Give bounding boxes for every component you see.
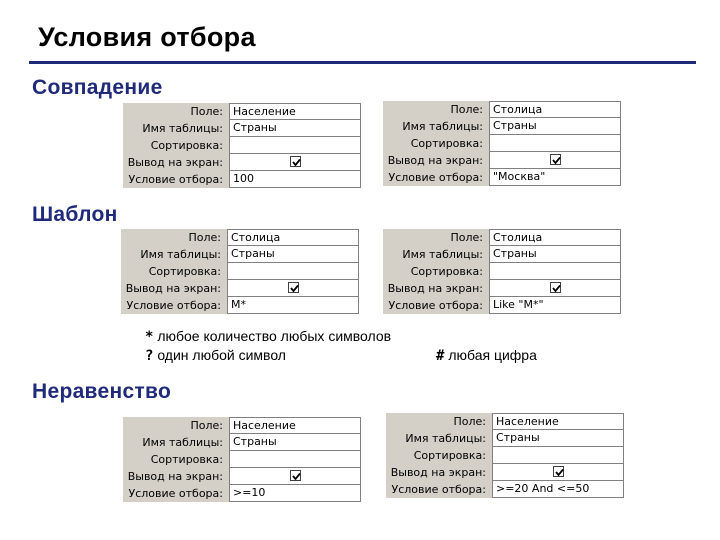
label-table: Имя таблицы: (402, 248, 483, 261)
show-checkbox[interactable] (550, 154, 561, 165)
label-sort: Сортировка: (150, 139, 223, 152)
show-cell (227, 280, 359, 297)
query-grid (123, 103, 361, 188)
label-criteria: Условие отбора: (388, 299, 483, 312)
field-cell[interactable]: Население (229, 103, 361, 120)
label-table: Имя таблицы: (405, 432, 486, 445)
label-table: Имя таблицы: (402, 120, 483, 133)
table-cell[interactable]: Страны (489, 118, 621, 135)
checkmark-icon (554, 467, 565, 478)
show-checkbox[interactable] (550, 282, 561, 293)
section-title-pattern: Шаблон (32, 203, 118, 226)
criteria-cell[interactable]: >=20 And <=50 (492, 481, 624, 498)
label-show: Вывод на экран: (387, 154, 483, 167)
label-show: Вывод на экран: (390, 466, 486, 479)
checkmark-icon (289, 283, 300, 294)
label-sort: Сортировка: (413, 449, 486, 462)
label-field: Поле: (190, 419, 223, 432)
criteria-cell[interactable]: >=10 (229, 485, 361, 502)
query-grid (383, 101, 621, 186)
criteria-cell[interactable]: 100 (229, 171, 361, 188)
field-cell[interactable]: Столица (489, 101, 621, 118)
label-sort: Сортировка: (148, 265, 221, 278)
label-show: Вывод на экран: (387, 282, 483, 295)
page-title: Условия отбора (38, 22, 256, 52)
sort-cell[interactable] (489, 135, 621, 152)
table-cell[interactable]: Страны (229, 120, 361, 137)
label-criteria: Условие отбора: (128, 487, 223, 500)
legend-hash-text: любая цифра (448, 347, 537, 363)
query-grid (383, 229, 621, 314)
label-show: Вывод на экран: (125, 282, 221, 295)
label-field: Поле: (450, 103, 483, 116)
table-cell[interactable]: Страны (492, 430, 624, 447)
legend-star (145, 328, 391, 345)
legend-star-text: любое количество любых символов (157, 328, 392, 344)
show-checkbox[interactable] (290, 156, 301, 167)
legend-star-symbol: * (145, 329, 154, 345)
label-table: Имя таблицы: (142, 436, 223, 449)
query-grid (386, 413, 624, 498)
label-field: Поле: (190, 105, 223, 118)
label-sort: Сортировка: (410, 137, 483, 150)
legend-question (145, 347, 286, 364)
label-field: Поле: (453, 415, 486, 428)
checkmark-icon (551, 155, 562, 166)
legend-hash-symbol: # (436, 348, 445, 364)
sort-cell[interactable] (229, 451, 361, 468)
label-field: Поле: (450, 231, 483, 244)
criteria-cell[interactable]: Like "M*" (489, 297, 621, 314)
criteria-cell[interactable]: "Москва" (489, 169, 621, 186)
field-cell[interactable]: Столица (489, 229, 621, 246)
field-cell[interactable]: Столица (227, 229, 359, 246)
legend-question-text: один любой символ (157, 347, 286, 363)
section-title-inequality: Неравенство (32, 380, 172, 403)
checkmark-icon (291, 471, 302, 482)
table-cell[interactable]: Страны (229, 434, 361, 451)
label-show: Вывод на экран: (127, 470, 223, 483)
label-criteria: Условие отбора: (391, 483, 486, 496)
table-cell[interactable]: Страны (489, 246, 621, 263)
section-title-match: Совпадение (32, 76, 163, 99)
label-sort: Сортировка: (410, 265, 483, 278)
sort-cell[interactable] (227, 263, 359, 280)
show-cell (229, 154, 361, 171)
label-table: Имя таблицы: (142, 122, 223, 135)
show-checkbox[interactable] (288, 282, 299, 293)
sort-cell[interactable] (492, 447, 624, 464)
label-criteria: Условие отбора: (128, 173, 223, 186)
table-cell[interactable]: Страны (227, 246, 359, 263)
field-cell[interactable]: Население (229, 417, 361, 434)
label-criteria: Условие отбора: (388, 171, 483, 184)
query-grid (123, 417, 361, 502)
label-criteria: Условие отбора: (126, 299, 221, 312)
show-cell (489, 280, 621, 297)
label-field: Поле: (188, 231, 221, 244)
show-cell (492, 464, 624, 481)
show-cell (229, 468, 361, 485)
show-checkbox[interactable] (553, 466, 564, 477)
legend-hash (436, 347, 537, 364)
query-grid (121, 229, 359, 314)
criteria-cell[interactable]: M* (227, 297, 359, 314)
field-cell[interactable]: Население (492, 413, 624, 430)
show-cell (489, 152, 621, 169)
checkmark-icon (551, 283, 562, 294)
legend-question-symbol: ? (145, 348, 154, 364)
sort-cell[interactable] (489, 263, 621, 280)
checkmark-icon (291, 157, 302, 168)
label-show: Вывод на экран: (127, 156, 223, 169)
sort-cell[interactable] (229, 137, 361, 154)
show-checkbox[interactable] (290, 470, 301, 481)
label-sort: Сортировка: (150, 453, 223, 466)
title-underline (29, 61, 696, 64)
label-table: Имя таблицы: (140, 248, 221, 261)
